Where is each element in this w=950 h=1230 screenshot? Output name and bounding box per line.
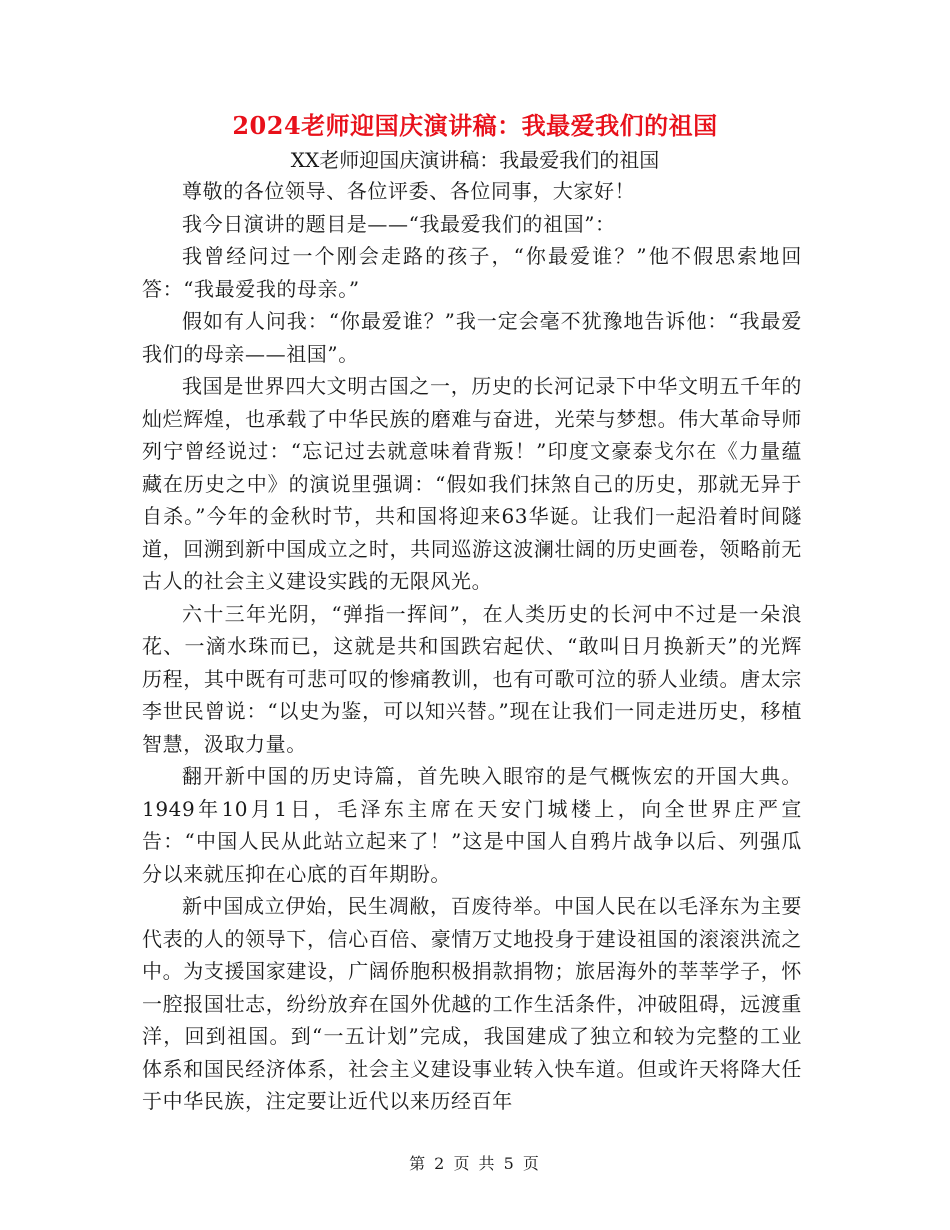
page-number-footer: 第 2 页 共 5 页	[409, 1154, 541, 1173]
document-title: 2024老师迎国庆演讲稿：我最爱我们的祖国	[232, 111, 718, 140]
paragraph-topic: 我今日演讲的题目是——“我最爱我们的祖国”：	[182, 211, 616, 236]
document-subtitle: XX老师迎国庆演讲稿：我最爱我们的祖国	[290, 148, 660, 172]
paragraph-sixty-three-years: 六十三年光阴，“弹指一挥间”，在人类历史的长河中不过是一朵浪花、一滴水珠而已，这就是共和国跌宕起伏、“敢叫日月换新天”的光辉历程，其中既有可悲可叹的惨痛教训，也有可歌可泣的骄人业绩。唐太宗李世民曾说：“以史为鉴，可以知兴替。”现在让我们一同走进历史，移植智慧，汲取力量。	[142, 601, 802, 756]
paragraph-civilization: 我国是世界四大文明古国之一，历史的长河记录下中华文明五千年的灿烂辉煌，也承载了中华民族的磨难与奋进，光荣与梦想。伟大革命导师列宁曾经说过：“忘记过去就意味着背叛！”印度文豪泰戈尔在《力量蕴藏在历史之中》的演说里强调：“假如我们抹煞自己的历史，那就无异于自杀。”今年的金秋时节，共和国将迎来63华诞。让我们一起沿着时间隧道，回溯到新中国成立之时，共同巡游这波澜壮阔的历史画卷，领略前无古人的社会主义建设实践的无限风光。	[142, 374, 802, 593]
paragraph-child-question: 我曾经问过一个刚会走路的孩子，“你最爱谁？”他不假思索地回答：“我最爱我的母亲。”	[142, 244, 802, 301]
paragraph-early-construction: 新中国成立伊始，民生凋敝，百废待举。中国人民在以毛泽东为主要代表的人的领导下，信心百倍、豪情万丈地投身于建设祖国的滚滚洪流之中。为支援国家建设，广阔侨胞积极捐款捐物；旅居海外的莘莘学子，怀一腔报国壮志，纷纷放弃在国外优越的工作生活条件，冲破阻碍，远渡重洋，回到祖国。到“一五计划”完成，我国建成了独立和较为完整的工业体系和国民经济体系，社会主义建设事业转入快车道。但或许天将降大任于中华民族，注定要让近代以来历经百年	[142, 894, 802, 1113]
paragraph-greeting: 尊敬的各位领导、各位评委、各位同事，大家好！	[182, 179, 636, 203]
paragraph-my-answer: 假如有人问我：“你最爱谁？”我一定会毫不犹豫地告诉他：“我最爱我们的母亲——祖国”。	[142, 309, 802, 366]
paragraph-founding-ceremony: 翻开新中国的历史诗篇，首先映入眼帘的是气概恢宏的开国大典。1949年10月1日，毛泽东主席在天安门城楼上，向全世界庄严宣告：“中国人民从此站立起来了！”这是中国人自鸦片战争以后、列强瓜分以来就压抑在心底的百年期盼。	[142, 764, 802, 886]
document-body	[142, 175, 802, 1118]
